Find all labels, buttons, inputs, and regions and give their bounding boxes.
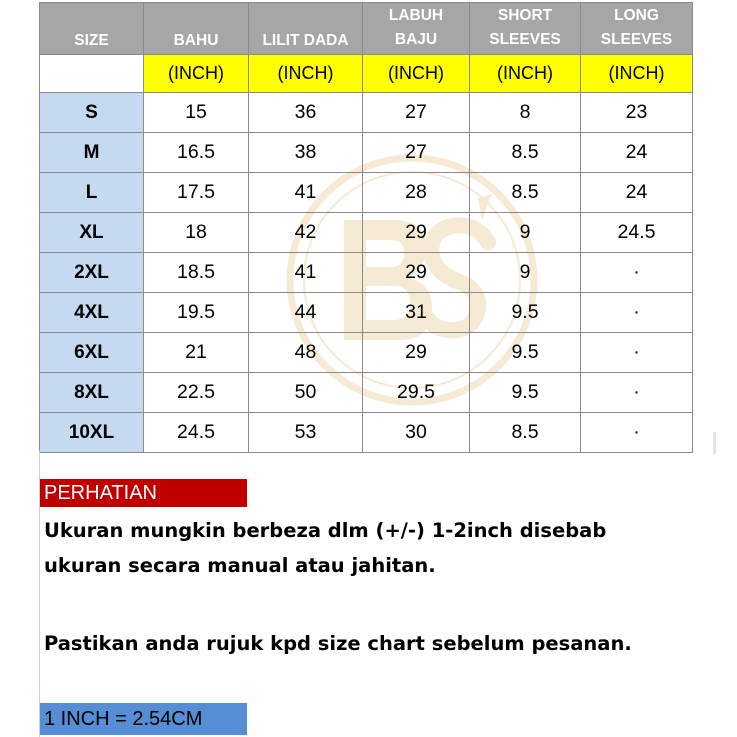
short-sleeves-cell: 9.5 (470, 373, 581, 413)
table-row (40, 373, 693, 413)
size-cell: 8XL (40, 373, 144, 413)
long-sleeves-cell: · (581, 413, 693, 453)
size-cell: 10XL (40, 413, 144, 453)
header-short-sleeves-line1: SHORT (497, 7, 553, 24)
labuh-baju-cell: 31 (363, 293, 470, 333)
short-sleeves-cell: 8.5 (470, 173, 581, 213)
bahu-cell: 18 (144, 213, 249, 253)
labuh-baju-cell: 27 (363, 133, 470, 173)
bahu-cell: 22.5 (144, 373, 249, 413)
lilit-dada-cell: 48 (249, 333, 363, 373)
unit-cell: (INCH) (470, 55, 581, 93)
long-sleeves-cell: · (581, 373, 693, 413)
header-long-sleeves-line2: SLEEVES (600, 31, 673, 48)
long-sleeves-cell: · (581, 293, 693, 333)
long-sleeves-cell: 23 (581, 93, 693, 133)
lilit-dada-cell: 44 (249, 293, 363, 333)
labuh-baju-cell: 30 (363, 413, 470, 453)
labuh-baju-cell: 29 (363, 253, 470, 293)
header-long-sleeves (581, 3, 693, 55)
header-bahu: BAHU (144, 3, 249, 55)
lilit-dada-cell: 53 (249, 413, 363, 453)
table-row (40, 293, 693, 333)
header-size: SIZE (40, 3, 144, 55)
size-cell: 4XL (40, 293, 144, 333)
bahu-cell: 19.5 (144, 293, 249, 333)
conversion-label: 1 INCH = 2.54CM (40, 703, 247, 735)
notice-text (44, 513, 704, 583)
perhatian-label: PERHATIAN (40, 479, 247, 507)
table-row (40, 253, 693, 293)
long-sleeves-cell: 24 (581, 133, 693, 173)
short-sleeves-cell: 9 (470, 213, 581, 253)
size-cell: 2XL (40, 253, 144, 293)
table-row (40, 173, 693, 213)
labuh-baju-cell: 29 (363, 333, 470, 373)
long-sleeves-cell: · (581, 333, 693, 373)
table-row (40, 413, 693, 453)
lilit-dada-cell: 41 (249, 173, 363, 213)
divider (713, 432, 716, 454)
header-labuh-baju-line2: BAJU (394, 31, 438, 48)
unit-cell: (INCH) (581, 55, 693, 93)
header-labuh-baju-line1: LABUH (388, 7, 444, 24)
short-sleeves-cell: 8.5 (470, 413, 581, 453)
bahu-cell: 16.5 (144, 133, 249, 173)
notice-section (39, 451, 700, 737)
size-cell: 6XL (40, 333, 144, 373)
table-row (40, 93, 693, 133)
labuh-baju-cell: 27 (363, 93, 470, 133)
size-cell: L (40, 173, 144, 213)
unit-cell: (INCH) (363, 55, 470, 93)
unit-row (40, 55, 693, 93)
size-cell: S (40, 93, 144, 133)
bahu-cell: 15 (144, 93, 249, 133)
header-lilit-dada: LILIT DADA (249, 3, 363, 55)
bahu-cell: 18.5 (144, 253, 249, 293)
header-long-sleeves-line1: LONG (614, 7, 659, 24)
long-sleeves-cell: 24 (581, 173, 693, 213)
short-sleeves-cell: 9.5 (470, 333, 581, 373)
unit-cell: (INCH) (144, 55, 249, 93)
notice-line-2: ukuran secara manual atau jahitan. (44, 554, 436, 577)
header-short-sleeves-line2: SLEEVES (489, 31, 561, 48)
lilit-dada-cell: 41 (249, 253, 363, 293)
short-sleeves-cell: 8 (470, 93, 581, 133)
header-short-sleeves (470, 3, 581, 55)
size-chart-table (39, 2, 693, 453)
reminder-text: Pastikan anda rujuk kpd size chart sebelum pesanan. (44, 632, 632, 655)
labuh-baju-cell: 28 (363, 173, 470, 213)
long-sleeves-cell: · (581, 253, 693, 293)
table-row (40, 133, 693, 173)
short-sleeves-cell: 9 (470, 253, 581, 293)
lilit-dada-cell: 42 (249, 213, 363, 253)
header-row (40, 3, 693, 55)
header-labuh-baju (363, 3, 470, 55)
short-sleeves-cell: 8.5 (470, 133, 581, 173)
table-row (40, 333, 693, 373)
notice-line-1: Ukuran mungkin berbeza dlm (+/-) 1-2inch disebab (44, 519, 607, 542)
lilit-dada-cell: 38 (249, 133, 363, 173)
bahu-cell: 17.5 (144, 173, 249, 213)
unit-cell: (INCH) (249, 55, 363, 93)
size-cell: M (40, 133, 144, 173)
labuh-baju-cell: 29 (363, 213, 470, 253)
lilit-dada-cell: 36 (249, 93, 363, 133)
long-sleeves-cell: 24.5 (581, 213, 693, 253)
size-cell: XL (40, 213, 144, 253)
labuh-baju-cell: 29.5 (363, 373, 470, 413)
short-sleeves-cell: 9.5 (470, 293, 581, 333)
lilit-dada-cell: 50 (249, 373, 363, 413)
bahu-cell: 21 (144, 333, 249, 373)
table-row (40, 213, 693, 253)
bahu-cell: 24.5 (144, 413, 249, 453)
unit-blank-cell (40, 55, 144, 93)
